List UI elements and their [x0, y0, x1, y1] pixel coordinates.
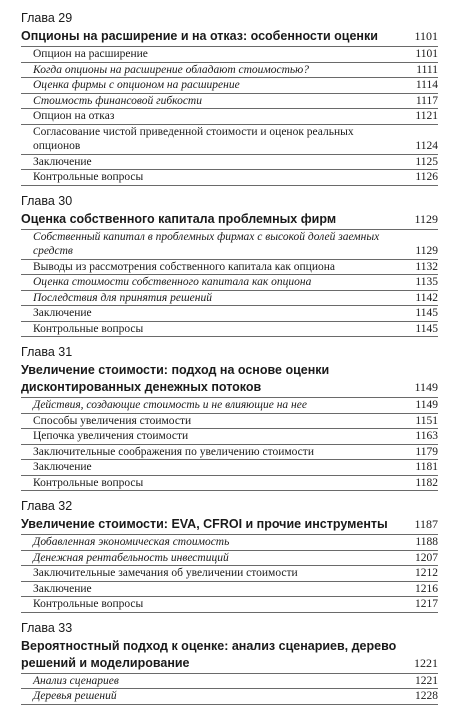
page-number: 1126	[415, 171, 438, 183]
toc-entry-text: Действия, создающие стоимость и не влияющие на нее	[33, 399, 307, 411]
toc-entry-text: Контрольные вопросы	[33, 322, 144, 335]
page-number: 1182	[415, 476, 438, 489]
page-number: 1135	[415, 276, 438, 288]
chapter-title-row[interactable]	[21, 211, 438, 230]
page-number: 1132	[415, 260, 438, 273]
page-number: 1117	[415, 94, 438, 107]
toc-entry[interactable]	[21, 460, 438, 476]
toc-entry[interactable]	[21, 47, 438, 63]
page-number: 1142	[415, 291, 438, 304]
toc-entry-text: Последствия для принятия решений	[33, 291, 212, 304]
toc-entry-text: Деревья решений	[33, 690, 117, 702]
toc-entry[interactable]	[21, 476, 438, 492]
toc-entry-text: Контрольные вопросы	[33, 598, 144, 610]
chapter-title: Опционы на расширение и на отказ: особенности оценки	[21, 29, 378, 43]
toc-entry-text: Контрольные вопросы	[33, 171, 144, 183]
toc-entry-text: Заключительные соображения по увеличению стоимости	[33, 445, 314, 458]
toc-entry-text: Заключение	[33, 461, 92, 473]
toc-entry-text: Анализ сценариев	[33, 674, 119, 687]
chapter-title-row[interactable]	[21, 638, 438, 674]
chapter-label: Глава 30	[21, 193, 73, 208]
page-number: 1149	[415, 399, 438, 411]
page-number: 1145	[415, 307, 438, 319]
toc-entry-text: Выводы из рассмотрения собственного капитала как опциона	[33, 260, 336, 273]
toc-entry[interactable]	[21, 230, 438, 260]
page-number: 1101	[415, 48, 438, 60]
chapter-section	[21, 344, 438, 491]
chapter-section	[21, 10, 438, 186]
toc-entry-text: Добавленная экономическая стоимость	[33, 536, 230, 548]
toc-entry[interactable]	[21, 109, 438, 125]
chapter-section	[21, 620, 438, 705]
page-number: 1114	[415, 79, 438, 91]
page-number: 1212	[415, 567, 438, 579]
toc-entry[interactable]	[21, 260, 438, 276]
toc-entry-text: Стоимость финансовой гибкости	[33, 94, 202, 107]
toc-entry[interactable]	[21, 78, 438, 94]
page-number: 1207	[415, 551, 438, 564]
toc-entry[interactable]	[21, 674, 438, 690]
toc-entry[interactable]	[21, 306, 438, 322]
chapter-label: Глава 29	[21, 11, 73, 25]
chapter-title-row[interactable]	[21, 516, 438, 535]
chapter-section	[21, 193, 438, 338]
chapter-title: Вероятностный подход к оценке: анализ сценариев, дерево решений и моделирование	[21, 638, 397, 670]
toc-entry[interactable]	[21, 63, 438, 79]
toc-entry-text: Контрольные вопросы	[33, 476, 144, 489]
page-number: 1151	[415, 414, 438, 427]
chapter-label: Глава 31	[21, 345, 73, 359]
toc-entry[interactable]	[21, 582, 438, 598]
toc-entry[interactable]	[21, 125, 438, 155]
toc-entry[interactable]	[21, 275, 438, 291]
toc-entry[interactable]	[21, 398, 438, 414]
toc-entry[interactable]	[21, 445, 438, 461]
page-number: 1145	[415, 322, 438, 335]
toc-entry-text: Заключительные замечания об увеличении стоимости	[33, 567, 298, 579]
toc-entry[interactable]	[21, 566, 438, 582]
toc-entry-text: Цепочка увеличения стоимости	[33, 430, 189, 442]
page-number: 1216	[415, 582, 438, 595]
chapter-title-row[interactable]	[21, 28, 438, 47]
page-number: 1221	[415, 674, 438, 687]
chapter-title: Оценка собственного капитала проблемных фирм	[21, 211, 337, 226]
chapter-title-row[interactable]	[21, 362, 438, 398]
toc-entry[interactable]	[21, 322, 438, 338]
page-number: 1228	[415, 690, 438, 702]
page-number: 1125	[415, 155, 438, 168]
chapter-label: Глава 33	[21, 620, 73, 635]
page-number: 1187	[414, 517, 438, 531]
toc-entry[interactable]	[21, 94, 438, 110]
toc-entry-text: Опцион на расширение	[33, 48, 148, 60]
toc-entry-text: Оценка стоимости собственного капитала как опциона	[33, 276, 312, 288]
toc-entry-text: Денежная рентабельность инвестиций	[33, 551, 229, 564]
page-number: 1129	[414, 211, 438, 226]
toc-entry-text: Опцион на отказ	[33, 110, 115, 122]
toc-entry-text: Заключение	[33, 582, 92, 595]
toc-entry[interactable]	[21, 597, 438, 613]
page-number: 1179	[415, 445, 438, 458]
page-number: 1221	[414, 655, 438, 670]
toc-entry[interactable]	[21, 414, 438, 430]
page-number: 1124	[415, 140, 438, 152]
toc-entry-text: Когда опционы на расширение обладают стоимостью?	[33, 63, 310, 76]
page-number: 1163	[415, 430, 438, 442]
page-number: 1181	[415, 461, 438, 473]
page-number: 1111	[416, 63, 438, 76]
chapter-title: Увеличение стоимости: подход на основе оценки дисконтированных денежных потоков	[21, 363, 330, 394]
toc-entry-text: Заключение	[33, 155, 92, 168]
chapter-title: Увеличение стоимости: EVA, CFROI и прочие инструменты	[21, 517, 388, 531]
toc-entry[interactable]	[21, 155, 438, 171]
toc-entry[interactable]	[21, 429, 438, 445]
page-number: 1149	[414, 380, 438, 394]
toc-entry[interactable]	[21, 551, 438, 567]
chapter-label: Глава 32	[21, 499, 73, 513]
page-number: 1121	[415, 110, 438, 122]
toc-entry[interactable]	[21, 291, 438, 307]
page-number: 1129	[415, 245, 438, 257]
toc-entry-text: Заключение	[33, 307, 92, 319]
toc-entry-text: Оценка фирмы с опционом на расширение	[33, 79, 240, 91]
toc-entry-text: Способы увеличения стоимости	[33, 414, 192, 427]
toc-entry[interactable]	[21, 170, 438, 186]
toc-entry-text: Собственный капитал в проблемных фирмах с высокой долей заемных средств	[33, 230, 380, 257]
toc-entry[interactable]	[21, 535, 438, 551]
chapter-section	[21, 498, 438, 613]
page-number: 1188	[415, 536, 438, 548]
toc-entry[interactable]	[21, 689, 438, 705]
toc-entry-text: Согласование чистой приведенной стоимости и оценок реальных опционов	[33, 125, 354, 152]
page-number: 1101	[414, 29, 438, 43]
page-number: 1217	[415, 598, 438, 610]
